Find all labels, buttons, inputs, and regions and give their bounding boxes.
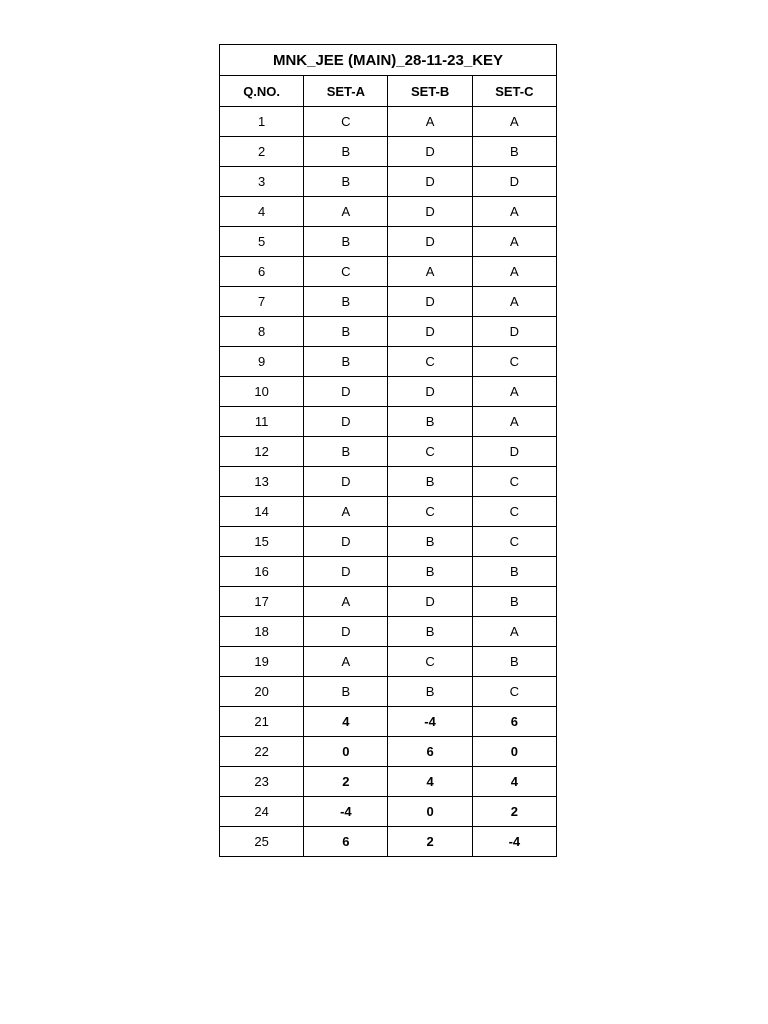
answer-set-c: -4 [472, 827, 556, 857]
answer-set-a: B [304, 167, 388, 197]
header-set-b: SET-B [388, 76, 472, 107]
answer-set-c: D [472, 167, 556, 197]
question-number: 19 [220, 647, 304, 677]
question-number: 18 [220, 617, 304, 647]
question-number: 24 [220, 797, 304, 827]
answer-set-a: D [304, 377, 388, 407]
answer-set-c: B [472, 557, 556, 587]
answer-set-b: D [388, 197, 472, 227]
answer-set-b: 4 [388, 767, 472, 797]
answer-set-b: D [388, 167, 472, 197]
table-row [220, 497, 557, 527]
answer-set-a: B [304, 227, 388, 257]
answer-set-b: D [388, 317, 472, 347]
question-number: 5 [220, 227, 304, 257]
question-number: 9 [220, 347, 304, 377]
table-row [220, 767, 557, 797]
table-row [220, 797, 557, 827]
answer-set-a: B [304, 437, 388, 467]
question-number: 13 [220, 467, 304, 497]
table-row [220, 317, 557, 347]
question-number: 3 [220, 167, 304, 197]
answer-set-a: 0 [304, 737, 388, 767]
answer-set-a: A [304, 647, 388, 677]
answer-set-c: A [472, 377, 556, 407]
answer-set-b: A [388, 107, 472, 137]
table-row [220, 707, 557, 737]
answer-set-c: A [472, 227, 556, 257]
answer-set-c: A [472, 407, 556, 437]
answer-set-b: C [388, 347, 472, 377]
table-row [220, 407, 557, 437]
table-row [220, 617, 557, 647]
answer-set-c: D [472, 437, 556, 467]
answer-set-c: C [472, 677, 556, 707]
answer-set-c: D [472, 317, 556, 347]
answer-set-a: B [304, 137, 388, 167]
answer-set-b: A [388, 257, 472, 287]
answer-set-b: B [388, 617, 472, 647]
table-title: MNK_JEE (MAIN)_28-11-23_KEY [220, 45, 557, 76]
table-row [220, 107, 557, 137]
question-number: 10 [220, 377, 304, 407]
answer-set-a: A [304, 497, 388, 527]
answer-set-a: B [304, 677, 388, 707]
answer-set-c: A [472, 197, 556, 227]
header-row [220, 76, 557, 107]
answer-set-b: 6 [388, 737, 472, 767]
question-number: 16 [220, 557, 304, 587]
question-number: 7 [220, 287, 304, 317]
answer-set-b: -4 [388, 707, 472, 737]
table-row [220, 677, 557, 707]
title-row [220, 45, 557, 76]
table-row [220, 257, 557, 287]
question-number: 2 [220, 137, 304, 167]
answer-set-c: A [472, 287, 556, 317]
question-number: 14 [220, 497, 304, 527]
table-row [220, 827, 557, 857]
answer-set-b: B [388, 557, 472, 587]
question-number: 8 [220, 317, 304, 347]
table-row [220, 287, 557, 317]
answer-set-c: 6 [472, 707, 556, 737]
table-row [220, 737, 557, 767]
answer-set-b: D [388, 377, 472, 407]
table-row [220, 167, 557, 197]
table-row [220, 527, 557, 557]
question-number: 17 [220, 587, 304, 617]
question-number: 15 [220, 527, 304, 557]
answer-set-a: -4 [304, 797, 388, 827]
answer-set-c: A [472, 107, 556, 137]
answer-set-a: 6 [304, 827, 388, 857]
question-number: 4 [220, 197, 304, 227]
answer-set-c: C [472, 467, 556, 497]
answer-set-a: B [304, 347, 388, 377]
answer-set-b: C [388, 647, 472, 677]
answer-set-a: 2 [304, 767, 388, 797]
table-row [220, 557, 557, 587]
table-row [220, 137, 557, 167]
answer-set-a: A [304, 587, 388, 617]
answer-set-a: D [304, 467, 388, 497]
answer-set-a: D [304, 557, 388, 587]
table-row [220, 377, 557, 407]
table-row [220, 467, 557, 497]
question-number: 21 [220, 707, 304, 737]
question-number: 22 [220, 737, 304, 767]
answer-set-c: A [472, 257, 556, 287]
header-set-c: SET-C [472, 76, 556, 107]
question-number: 25 [220, 827, 304, 857]
answer-set-b: B [388, 407, 472, 437]
answer-set-a: D [304, 407, 388, 437]
answer-set-a: C [304, 257, 388, 287]
answer-set-a: C [304, 107, 388, 137]
answer-set-c: B [472, 137, 556, 167]
answer-set-b: B [388, 467, 472, 497]
answer-set-a: D [304, 527, 388, 557]
table-row [220, 347, 557, 377]
question-number: 6 [220, 257, 304, 287]
answer-set-c: 0 [472, 737, 556, 767]
answer-set-c: C [472, 497, 556, 527]
question-number: 1 [220, 107, 304, 137]
table-row [220, 587, 557, 617]
header-set-a: SET-A [304, 76, 388, 107]
answer-set-c: 4 [472, 767, 556, 797]
answer-set-c: B [472, 587, 556, 617]
question-number: 11 [220, 407, 304, 437]
answer-set-a: A [304, 197, 388, 227]
answer-set-b: C [388, 497, 472, 527]
question-number: 20 [220, 677, 304, 707]
answer-set-b: 0 [388, 797, 472, 827]
answer-key-table [219, 44, 557, 857]
answer-set-b: D [388, 587, 472, 617]
table-row [220, 647, 557, 677]
answer-set-b: D [388, 287, 472, 317]
answer-set-a: B [304, 317, 388, 347]
answer-set-b: 2 [388, 827, 472, 857]
answer-set-c: C [472, 347, 556, 377]
answer-set-c: B [472, 647, 556, 677]
table-row [220, 227, 557, 257]
table-row [220, 437, 557, 467]
question-number: 12 [220, 437, 304, 467]
answer-set-c: C [472, 527, 556, 557]
header-qno: Q.NO. [220, 76, 304, 107]
answer-set-b: D [388, 137, 472, 167]
answer-set-b: B [388, 677, 472, 707]
question-number: 23 [220, 767, 304, 797]
answer-set-a: D [304, 617, 388, 647]
answer-set-b: B [388, 527, 472, 557]
answer-set-b: D [388, 227, 472, 257]
answer-rows [220, 107, 557, 857]
answer-set-a: B [304, 287, 388, 317]
answer-set-b: C [388, 437, 472, 467]
answer-set-c: A [472, 617, 556, 647]
answer-set-c: 2 [472, 797, 556, 827]
table-row [220, 197, 557, 227]
answer-set-a: 4 [304, 707, 388, 737]
